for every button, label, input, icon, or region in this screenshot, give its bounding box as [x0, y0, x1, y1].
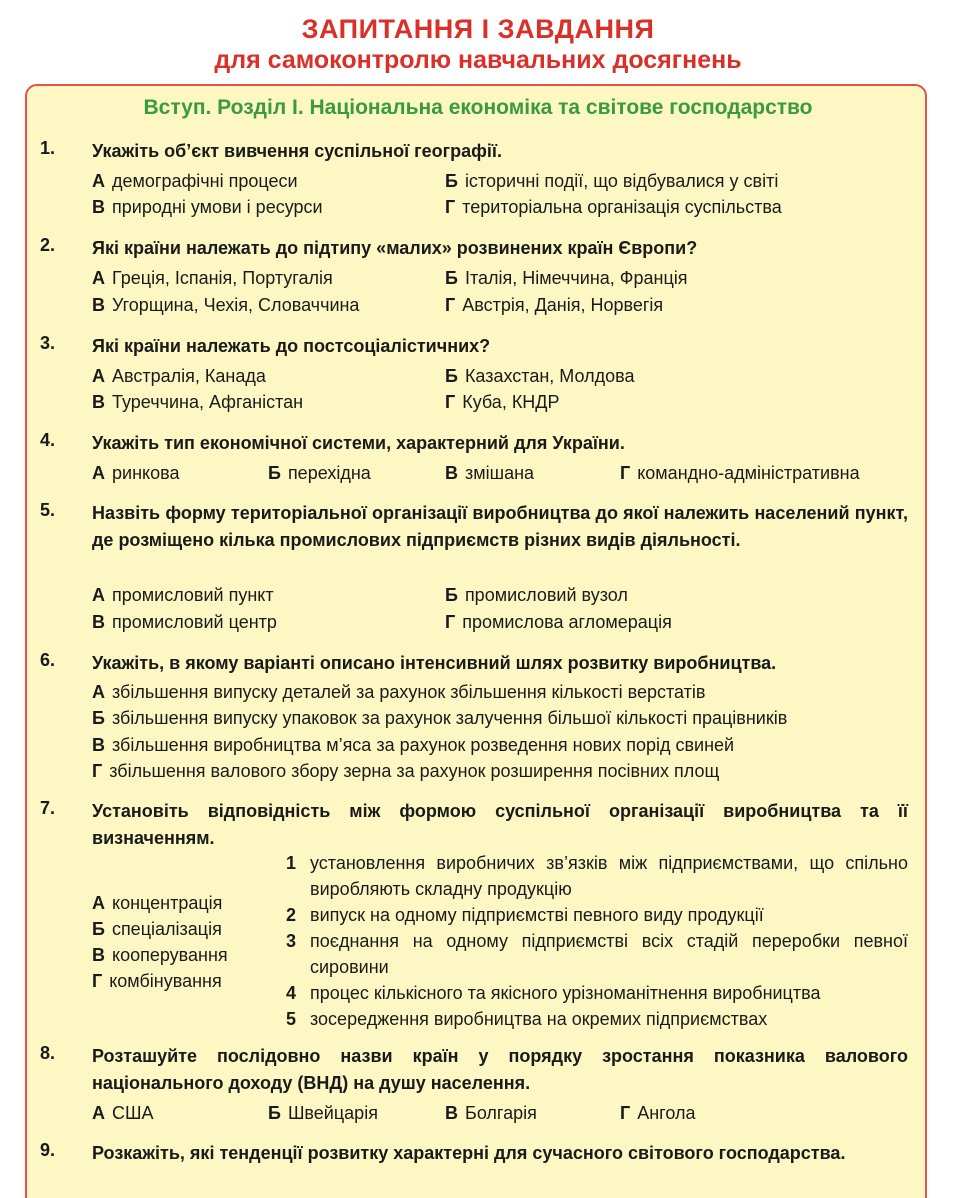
question-text: Укажіть об’єкт вивчення суспільної географії.	[92, 141, 502, 161]
option-d[interactable]	[445, 392, 560, 413]
option-text: спеціалізація	[111, 919, 222, 939]
definition-number: 2	[286, 905, 297, 925]
option-a[interactable]	[92, 585, 274, 606]
question-text: Розташуйте послідовно назви країн у порядку зростання показника валового національного доходу (ВНД) на душу населення.	[92, 1046, 908, 1093]
option-text: Швейцарія	[287, 1103, 378, 1123]
option-letter: А	[92, 585, 105, 605]
option-text: змішана	[465, 463, 535, 483]
definition-number: 3	[286, 931, 297, 951]
option-letter: В	[92, 392, 105, 412]
option-letter: Б	[445, 366, 458, 386]
option-text: Італія, Німеччина, Франція	[464, 268, 688, 288]
option-b[interactable]	[268, 463, 371, 484]
option-b[interactable]	[268, 1103, 378, 1124]
option-d[interactable]	[445, 197, 782, 218]
definition-number: 4	[286, 983, 297, 1003]
option-letter: Г	[445, 612, 456, 632]
option-letter: А	[92, 171, 105, 191]
question-text: Укажіть тип економічної системи, характерний для України.	[92, 433, 625, 453]
option-letter: В	[92, 735, 105, 755]
option-letter: Б	[268, 1103, 281, 1123]
question-text: Які країни належать до постсоціалістичних?	[92, 336, 491, 356]
page-title: ЗАПИТАННЯ І ЗАВДАННЯ	[301, 14, 655, 44]
match-right-item[interactable]	[286, 980, 908, 1006]
option-letter: А	[92, 268, 105, 288]
option-text: промислова агломерація	[462, 612, 672, 632]
option-text: збільшення випуску деталей за рахунок збільшення кількості верстатів	[112, 682, 706, 702]
option-b[interactable]	[445, 366, 635, 387]
option-text: ринкова	[112, 463, 180, 483]
option-letter: А	[92, 1103, 105, 1123]
option-d[interactable]	[620, 463, 860, 484]
match-left-item[interactable]	[92, 968, 228, 994]
option-text: США	[112, 1103, 154, 1123]
option-text: збільшення виробництва м’яса за рахунок розведення нових порід свиней	[112, 735, 735, 755]
option-text: Греція, Іспанія, Португалія	[112, 268, 333, 288]
question-text: Установіть відповідність між формою суспільної організації виробництва та її визначенням.	[92, 801, 908, 848]
option-text: Угорщина, Чехія, Словаччина	[112, 295, 360, 315]
option-letter: Г	[620, 463, 631, 483]
question-number: 7.	[40, 798, 56, 818]
question-text: Розкажіть, які тенденції розвитку характерні для сучасного світового господарства.	[92, 1143, 846, 1163]
option-text: природні умови і ресурси	[112, 197, 323, 217]
option-a[interactable]	[92, 1103, 154, 1124]
option-letter: Б	[445, 268, 458, 288]
option-letter: В	[92, 612, 105, 632]
option-letter: В	[445, 463, 458, 483]
option-a[interactable]	[92, 366, 266, 387]
option-letter: Г	[92, 761, 103, 781]
question-number: 5.	[40, 500, 56, 520]
option-text: концентрація	[112, 893, 223, 913]
match-right-item[interactable]	[286, 902, 908, 928]
option-letter: Г	[445, 295, 456, 315]
option-letter: А	[92, 463, 105, 483]
option-text: промисловий центр	[112, 612, 277, 632]
definition-text: установлення виробничих зв’язків між підприємствами, що спільно виробляють складну продукцію	[310, 853, 908, 899]
question-number: 2.	[40, 235, 56, 255]
option-d[interactable]	[92, 761, 719, 782]
option-text: Австрія, Данія, Норвегія	[462, 295, 664, 315]
option-b[interactable]	[445, 171, 778, 192]
option-letter: А	[92, 682, 105, 702]
option-letter: Г	[445, 392, 456, 412]
section-title: Вступ. Розділ І. Національна економіка та світове господарство	[143, 96, 813, 119]
option-text: збільшення валового збору зерна за рахунок розширення посівних площ	[109, 761, 720, 781]
option-text: промисловий пункт	[112, 585, 274, 605]
option-letter: Г	[92, 971, 103, 991]
option-text: Туреччина, Афганістан	[112, 392, 304, 412]
option-d[interactable]	[445, 295, 663, 316]
option-d[interactable]	[620, 1103, 695, 1124]
option-a[interactable]	[92, 171, 298, 192]
option-letter: Б	[92, 708, 105, 728]
option-c[interactable]	[92, 612, 277, 633]
option-d[interactable]	[445, 612, 672, 633]
option-letter: В	[92, 945, 105, 965]
option-a[interactable]	[92, 463, 179, 484]
option-text: перехідна	[287, 463, 371, 483]
option-text: історичні події, що відбувалися у світі	[464, 171, 779, 191]
question-text: Укажіть, в якому варіанті описано інтенсивний шлях розвитку виробництва.	[92, 653, 777, 673]
question-number: 3.	[40, 333, 56, 353]
option-letter: Б	[445, 171, 458, 191]
question-text: Які країни належать до підтипу «малих» розвинених країн Європи?	[92, 238, 698, 258]
match-left-item[interactable]	[92, 916, 228, 942]
question-number: 1.	[40, 138, 56, 158]
question-text: Назвіть форму територіальної організації виробництва до якої належить населений пункт, де розміщено кілька промислових підприємств різних видів діяльності.	[92, 503, 908, 550]
option-c[interactable]	[92, 197, 323, 218]
option-b[interactable]	[445, 268, 688, 289]
option-text: територіальна організація суспільства	[462, 197, 782, 217]
option-text: промисловий вузол	[464, 585, 628, 605]
match-left-item[interactable]	[92, 942, 228, 968]
option-text: кооперування	[112, 945, 228, 965]
option-letter: Б	[92, 919, 105, 939]
option-b[interactable]	[92, 708, 787, 729]
option-b[interactable]	[445, 585, 628, 606]
option-text: Казахстан, Молдова	[464, 366, 635, 386]
option-text: збільшення випуску упаковок за рахунок залучення більшої кількості працівників	[111, 708, 788, 728]
option-text: Куба, КНДР	[462, 392, 560, 412]
option-text: комбінування	[109, 971, 222, 991]
page-subtitle: для самоконтролю навчальних досягнень	[214, 46, 742, 74]
definition-number: 5	[286, 1009, 297, 1029]
option-text: Австралія, Канада	[112, 366, 266, 386]
option-a[interactable]	[92, 682, 705, 703]
option-c[interactable]	[445, 1103, 537, 1124]
option-text: Ангола	[637, 1103, 696, 1123]
option-c[interactable]	[92, 392, 303, 413]
question-number: 4.	[40, 430, 56, 450]
option-letter: В	[92, 295, 105, 315]
option-a[interactable]	[92, 268, 333, 289]
definition-text: зосередження виробництва на окремих підприємствах	[310, 1009, 768, 1029]
option-letter: В	[92, 197, 105, 217]
option-letter: Б	[268, 463, 281, 483]
definition-text: поєднання на одному підприємстві всіх стадій переробки певної сировини	[310, 931, 908, 977]
option-letter: Б	[445, 585, 458, 605]
option-letter: А	[92, 366, 105, 386]
option-c[interactable]	[445, 463, 534, 484]
option-text: командно-адміністративна	[637, 463, 860, 483]
match-right-item[interactable]	[286, 850, 908, 902]
option-letter: А	[92, 893, 105, 913]
question-number: 6.	[40, 650, 56, 670]
match-right-item[interactable]	[286, 1006, 908, 1032]
option-c[interactable]	[92, 295, 359, 316]
question-number: 9.	[40, 1140, 56, 1160]
match-left-item[interactable]	[92, 890, 228, 916]
option-letter: Г	[620, 1103, 631, 1123]
option-letter: Г	[445, 197, 456, 217]
definition-text: випуск на одному підприємстві певного виду продукції	[310, 905, 764, 925]
question-number: 8.	[40, 1043, 56, 1063]
definition-number: 1	[286, 853, 297, 873]
option-c[interactable]	[92, 735, 734, 756]
match-right-item[interactable]	[286, 928, 908, 980]
option-letter: В	[445, 1103, 458, 1123]
match-left-column	[92, 890, 228, 994]
match-right-column	[286, 850, 908, 1032]
definition-text: процес кількісного та якісного урізноманітнення виробництва	[310, 983, 821, 1003]
option-text: демографічні процеси	[112, 171, 298, 191]
option-text: Болгарія	[465, 1103, 537, 1123]
